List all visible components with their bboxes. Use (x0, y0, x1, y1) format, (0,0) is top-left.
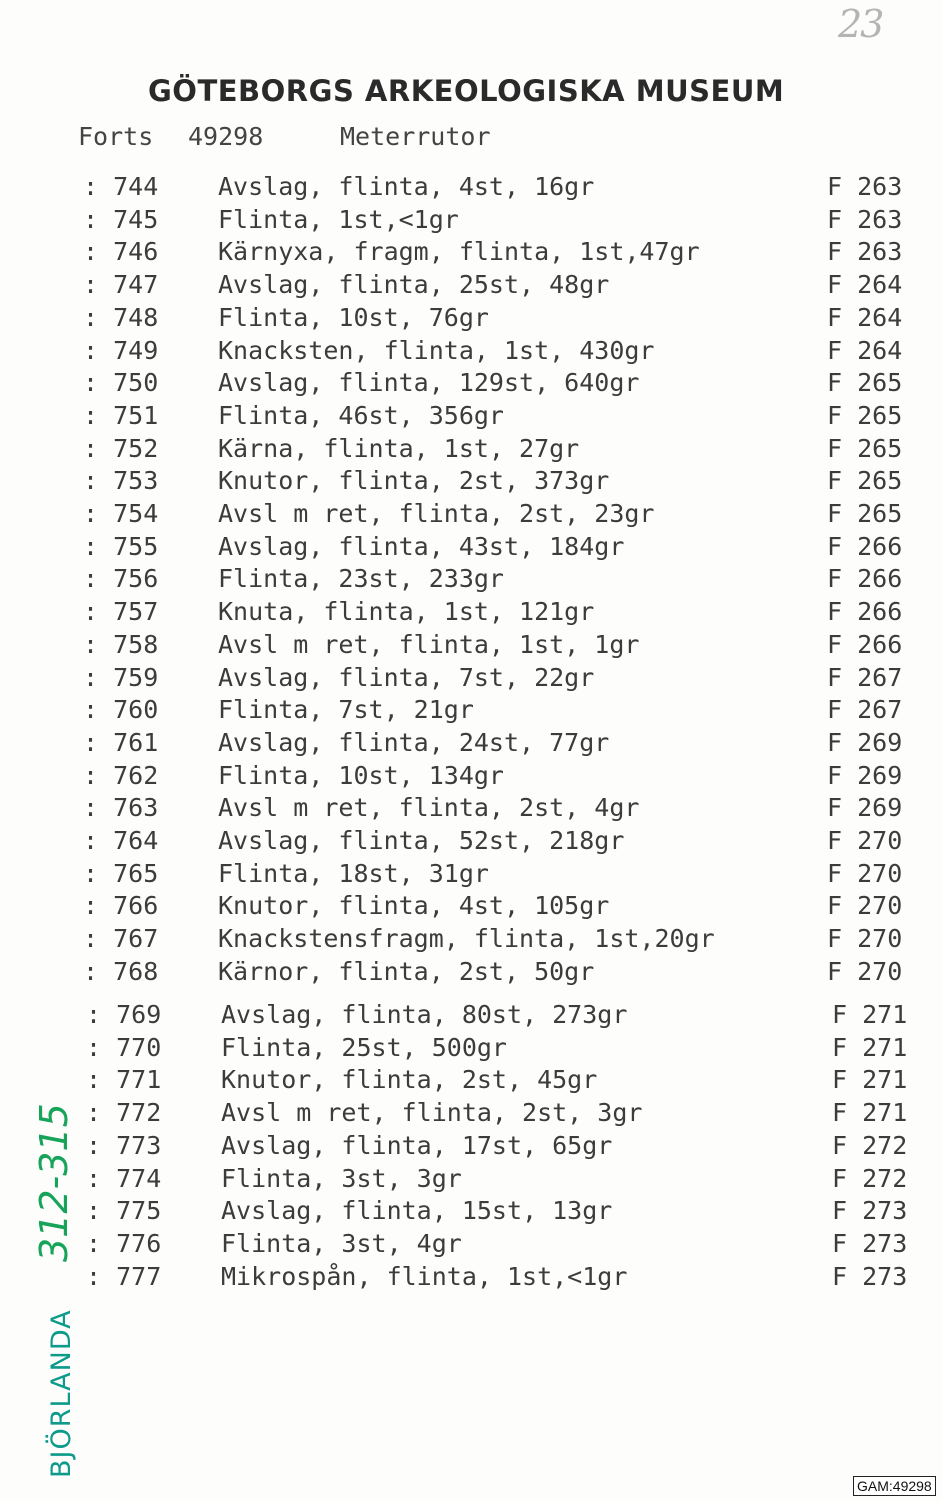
entry-number: : 762 (83, 760, 159, 790)
entry-number: : 746 (83, 237, 159, 267)
entry-description: Avslag, flinta, 7st, 22gr (218, 662, 595, 692)
entry-reference: F 266 (827, 564, 903, 594)
entry-description: Avsl m ret, flinta, 2st, 3gr (221, 1098, 643, 1128)
entry-reference: F 270 (827, 858, 903, 888)
entry-description: Kärnor, flinta, 2st, 50gr (218, 956, 595, 986)
entry-reference: F 271 (832, 1065, 908, 1095)
entry-reference: F 269 (827, 760, 903, 790)
entry-reference: F 273 (832, 1261, 908, 1291)
entry-number: : 758 (83, 629, 159, 659)
entry-reference: F 265 (827, 433, 903, 463)
entry-reference: F 264 (827, 335, 903, 365)
entry-description: Flinta, 3st, 4gr (221, 1228, 462, 1258)
entry-number: : 750 (83, 368, 159, 398)
entry-description: Avsl m ret, flinta, 1st, 1gr (218, 629, 640, 659)
entry-description: Flinta, 18st, 31gr (218, 858, 489, 888)
entry-reference: F 272 (832, 1163, 908, 1193)
entry-reference: F 271 (832, 1000, 908, 1029)
entry-number: : 773 (86, 1130, 162, 1160)
entry-description: Flinta, 10st, 134gr (218, 760, 504, 790)
site-stamp: BJÖRLANDA (46, 1309, 77, 1478)
entry-reference: F 269 (827, 727, 903, 757)
entry-reference: F 270 (827, 891, 903, 921)
handwritten-page-number: 23 (838, 2, 883, 46)
entry-description: Flinta, 7st, 21gr (218, 695, 474, 725)
entry-reference: F 272 (832, 1130, 908, 1160)
entry-number: : 776 (86, 1228, 162, 1258)
entry-number: : 756 (83, 564, 159, 594)
handwritten-range: 312-315 (32, 1103, 76, 1262)
entry-number: : 764 (83, 826, 159, 855)
entry-description: Knutor, flinta, 2st, 373gr (218, 466, 610, 496)
entry-reference: F 270 (827, 924, 903, 954)
catalog-id-label: GAM:49298 (853, 1476, 936, 1496)
entry-number: : 759 (83, 662, 159, 692)
entry-number: : 771 (86, 1065, 162, 1095)
entry-number: : 745 (83, 204, 159, 234)
entry-description: Avslag, flinta, 15st, 13gr (221, 1196, 613, 1226)
museum-header: GÖTEBORGS ARKEOLOGISKA MUSEUM (148, 74, 785, 108)
entry-description: Avslag, flinta, 25st, 48gr (218, 270, 610, 300)
entry-description: Avslag, flinta, 129st, 640gr (218, 368, 640, 398)
entry-number: : 755 (83, 531, 159, 561)
entry-description: Avsl m ret, flinta, 2st, 23gr (218, 499, 655, 528)
entry-number: : 761 (83, 727, 159, 757)
entry-reference: F 263 (827, 204, 903, 234)
entry-description: Mikrospån, flinta, 1st,<1gr (221, 1261, 628, 1291)
entry-number: : 770 (86, 1032, 162, 1062)
entry-description: Avslag, flinta, 17st, 65gr (221, 1130, 613, 1160)
entry-description: Flinta, 10st, 76gr (218, 302, 489, 332)
catalog-number: 49298 (188, 122, 264, 151)
entry-number: : 751 (83, 400, 159, 430)
entry-number: : 766 (83, 891, 159, 921)
entry-reference: F 270 (827, 956, 903, 986)
entry-number: : 753 (83, 466, 159, 496)
entry-number: : 774 (86, 1163, 162, 1193)
entry-description: Avslag, flinta, 43st, 184gr (218, 531, 625, 561)
entry-reference: F 270 (827, 826, 903, 855)
entry-number: : 769 (86, 1000, 162, 1029)
entry-number: : 748 (83, 302, 159, 332)
entry-description: Knacksten, flinta, 1st, 430gr (218, 335, 655, 365)
entry-description: Flinta, 3st, 3gr (221, 1163, 462, 1193)
entry-description: Flinta, 1st,<1gr (218, 204, 459, 234)
entry-number: : 752 (83, 433, 159, 463)
entry-description: Knutor, flinta, 4st, 105gr (218, 891, 610, 921)
entry-number: : 768 (83, 956, 159, 986)
entry-description: Avsl m ret, flinta, 2st, 4gr (218, 793, 640, 823)
entry-reference: F 264 (827, 302, 903, 332)
entry-reference: F 265 (827, 400, 903, 430)
entry-reference: F 263 (827, 237, 903, 267)
entry-reference: F 271 (832, 1098, 908, 1128)
entry-number: : 749 (83, 335, 159, 365)
forts-label: Forts (78, 122, 154, 151)
entry-reference: F 265 (827, 499, 903, 528)
entry-reference: F 263 (827, 172, 903, 201)
entry-description: Knackstensfragm, flinta, 1st,20gr (218, 924, 715, 954)
entry-reference: F 265 (827, 466, 903, 496)
entry-description: Avslag, flinta, 24st, 77gr (218, 727, 610, 757)
entry-reference: F 266 (827, 531, 903, 561)
entry-number: : 775 (86, 1196, 162, 1226)
entry-number: : 757 (83, 597, 159, 627)
entry-reference: F 269 (827, 793, 903, 823)
entry-reference: F 266 (827, 597, 903, 627)
entry-reference: F 273 (832, 1196, 908, 1226)
entry-description: Knutor, flinta, 2st, 45gr (221, 1065, 598, 1095)
entry-number: : 772 (86, 1098, 162, 1128)
entry-reference: F 273 (832, 1228, 908, 1258)
entry-description: Avslag, flinta, 80st, 273gr (221, 1000, 628, 1029)
entry-number: : 765 (83, 858, 159, 888)
entry-description: Flinta, 25st, 500gr (221, 1032, 507, 1062)
entry-number: : 767 (83, 924, 159, 954)
entry-reference: F 267 (827, 662, 903, 692)
entry-reference: F 266 (827, 629, 903, 659)
entry-reference: F 267 (827, 695, 903, 725)
entry-description: Kärnyxa, fragm, flinta, 1st,47gr (218, 237, 700, 267)
entry-number: : 760 (83, 695, 159, 725)
entry-reference: F 265 (827, 368, 903, 398)
entry-description: Kärna, flinta, 1st, 27gr (218, 433, 580, 463)
entry-description: Knuta, flinta, 1st, 121gr (218, 597, 595, 627)
entry-number: : 744 (83, 172, 159, 201)
entry-reference: F 264 (827, 270, 903, 300)
entry-number: : 777 (86, 1261, 162, 1291)
entry-number: : 763 (83, 793, 159, 823)
entry-description: Flinta, 46st, 356gr (218, 400, 504, 430)
entry-description: Avslag, flinta, 4st, 16gr (218, 172, 595, 201)
entry-number: : 754 (83, 499, 159, 528)
entry-reference: F 271 (832, 1032, 908, 1062)
entry-description: Avslag, flinta, 52st, 218gr (218, 826, 625, 855)
grid-type: Meterrutor (340, 122, 491, 151)
entry-number: : 747 (83, 270, 159, 300)
entry-description: Flinta, 23st, 233gr (218, 564, 504, 594)
